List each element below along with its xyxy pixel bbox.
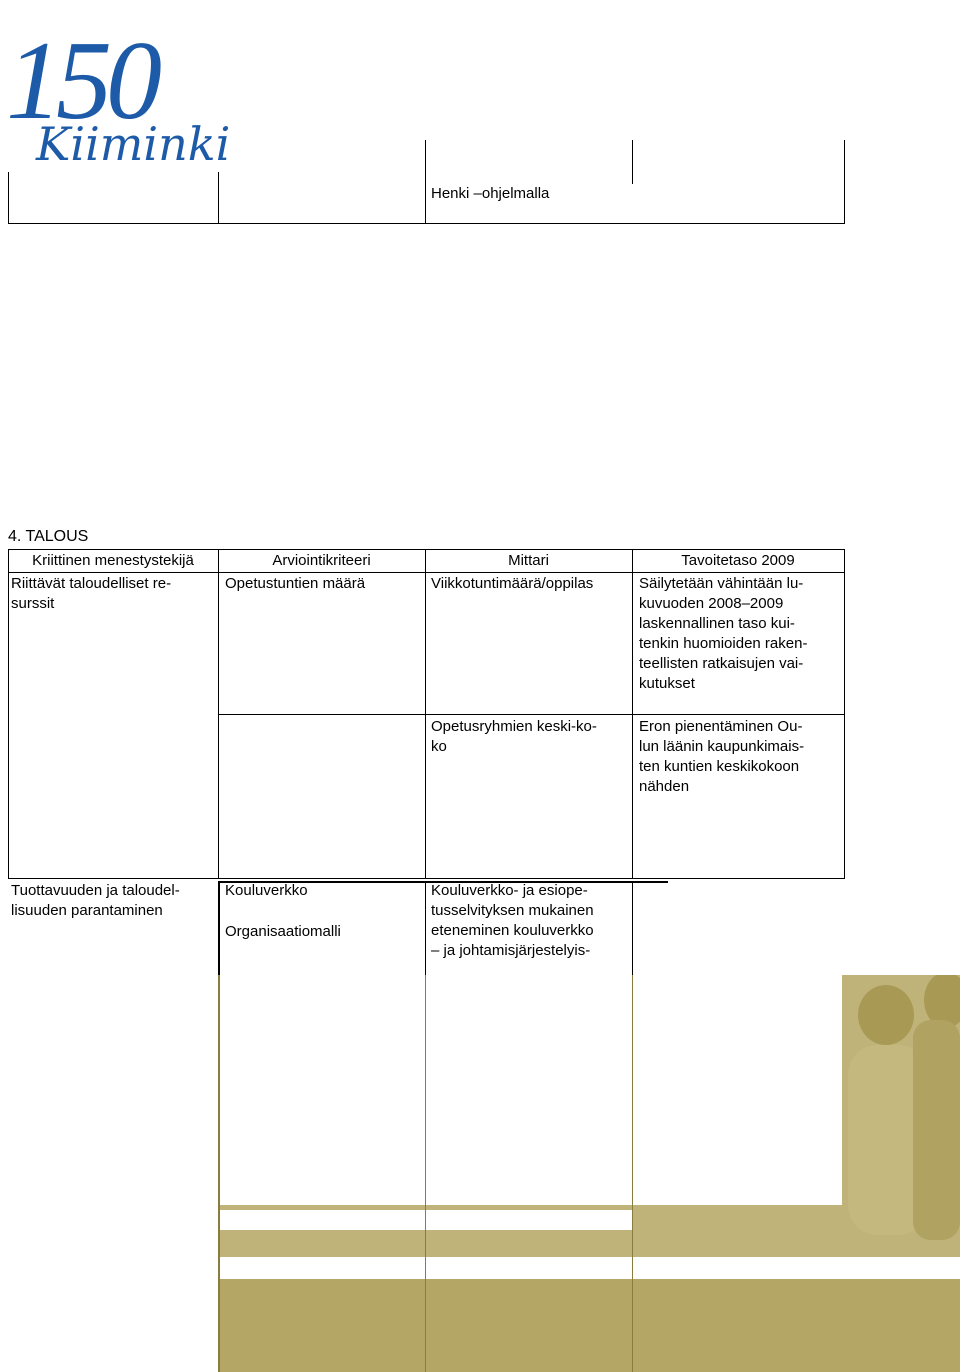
white-stripe (218, 1257, 960, 1279)
row1-measure: Viikkotuntimäärä/oppilas (431, 575, 594, 592)
row1-target: Säilytetään vähintään lu- (639, 575, 804, 592)
row1-target: tenkin huomioiden raken- (639, 635, 808, 652)
header-cell: Arviointikriteeri (272, 552, 371, 569)
row1-criterion: Opetustuntien määrä (225, 575, 366, 592)
row2-factor: lisuuden parantaminen (11, 902, 163, 919)
row1b-target: Eron pienentäminen Ou- (639, 718, 803, 735)
header-cell: Mittari (508, 552, 549, 569)
kiiminki-150-logo (0, 0, 260, 180)
table-border (425, 881, 426, 975)
bg-mask (218, 975, 960, 976)
row1-target: laskennallinen taso kui- (639, 615, 795, 632)
bg-band (218, 1279, 960, 1372)
row2-measure: Kouluverkko- ja esiope- (431, 882, 588, 899)
row1b-target: lun läänin kaupunkimais- (639, 738, 805, 755)
table-border (425, 549, 426, 879)
top-table-line (218, 172, 219, 224)
row2-measure: – ja johtamisjärjestelyis- (431, 942, 591, 959)
figure-left-head (858, 985, 914, 1045)
row1b-measure: ko (431, 738, 447, 755)
row2-measure: tusselvityksen mukainen (431, 902, 594, 919)
top-table-bottom-border (8, 223, 845, 224)
bg-mask (218, 975, 842, 1205)
row1-target: teellisten ratkaisujen vai- (639, 655, 804, 672)
table-border (425, 975, 426, 1372)
top-table-cell-text: Henki –ohjelmalla (431, 185, 550, 202)
section-title: 4. TALOUS (8, 528, 89, 545)
table-border (8, 549, 9, 879)
top-table-line (844, 140, 845, 224)
table-border (8, 878, 845, 879)
table-border (844, 549, 845, 879)
logo-number: 150 (6, 19, 156, 143)
row2-factor: Tuottavuuden ja taloudel- (11, 882, 180, 899)
row1b-target: ten kuntien keskikokoon (639, 758, 800, 775)
top-table-line (8, 172, 9, 224)
table-border (632, 975, 633, 1372)
table-border (8, 572, 845, 573)
figure-right-body (913, 1020, 960, 1240)
row1b-measure: Opetusryhmien keski-ko- (431, 718, 597, 735)
row1-factor: surssit (11, 595, 55, 612)
top-table-line (632, 140, 633, 184)
table-border (218, 881, 220, 975)
header-cell: Kriittinen menestystekijä (32, 552, 194, 569)
top-table-top-border (8, 140, 845, 141)
row1-factor: Riittävät taloudelliset re- (11, 575, 172, 592)
table-border (218, 975, 220, 1372)
row1-target: kuvuoden 2008–2009 (639, 595, 784, 612)
table-border (218, 549, 219, 879)
top-table-line (425, 140, 426, 224)
table-border (632, 549, 633, 879)
row2-criterion: Kouluverkko (225, 882, 308, 899)
logo-name: Kiiminki (36, 117, 231, 171)
row2-measure: eteneminen kouluverkko (431, 922, 594, 939)
row2-criterion: Organisaatiomalli (225, 923, 341, 940)
table-border (218, 714, 845, 715)
row1b-target: nähden (639, 778, 690, 795)
header-cell: Tavoitetaso 2009 (681, 552, 795, 569)
table-border (632, 881, 633, 975)
row1-target: kutukset (639, 675, 695, 692)
table-border (8, 549, 845, 550)
